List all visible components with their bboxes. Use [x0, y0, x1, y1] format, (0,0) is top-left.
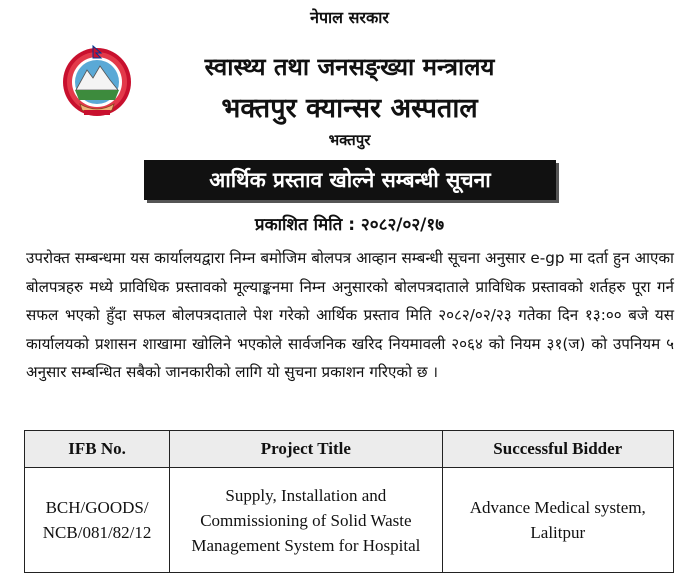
header-ifb-no: IFB No.: [25, 431, 170, 468]
government-heading: नेपाल सरकार: [310, 8, 389, 27]
published-date: प्रकाशित मिति : २०८२/०२/१७: [254, 215, 445, 235]
bidder-line: Advance Medical system,: [469, 498, 646, 517]
ifb-line: BCH/GOODS/: [45, 498, 149, 517]
notice-title: आर्थिक प्रस्ताव खोल्ने सम्बन्धी सूचना: [144, 160, 556, 200]
header-project-title: Project Title: [170, 431, 442, 468]
header-successful-bidder: Successful Bidder: [442, 431, 673, 468]
title-line: Supply, Installation and: [225, 485, 387, 505]
city-heading: भक्तपुर: [328, 131, 371, 149]
title-line: Management System for Hospital: [191, 535, 421, 555]
cell-project-title: [170, 468, 442, 573]
bid-table: [24, 430, 674, 573]
cell-ifb-no: [25, 468, 170, 573]
cell-successful-bidder: [442, 468, 673, 573]
title-line: Commissioning of Solid Waste: [200, 510, 412, 530]
table-row: [25, 468, 674, 573]
bidder-line: Lalitpur: [530, 523, 586, 542]
notice-body: उपरोक्त सम्बन्धमा यस कार्यालयद्वारा निम्न बमोजिम बोलपत्र आव्हान सम्बन्धी सूचना अनुसार e-gp मा दर्ता हुन आएका बोलपत्रहरु मध्ये प्राविधिक प्रस्तावको मूल्याङ्कनमा निम्न अनुसारको बोलपत्रदाताले प्राविधिक प्रस्तावको शर्तहरु पूरा गर्न सफल भएको हुँदा सफल बोलपत्रदाताले पेश गरेको आर्थिक प्रस्ताव मिति २०८२/०२/२३ गतेका दिन १३:०० बजे यस कार्यालयको प्रशासन शाखामा खोलिने भएकोले सार्वजनिक खरिद नियमावली २०६४ को नियम ३१(ज) को उपनियम ५ अनुसार सम्बन्धित सबैको जानकारीको लागि यो सुचना प्रकाशन गरिएको छ ।: [26, 249, 674, 382]
table-header-row: [25, 431, 674, 468]
hospital-heading: भक्तपुर क्यान्सर अस्पताल: [221, 93, 478, 124]
ministry-heading: स्वास्थ्य तथा जनसङ्ख्या मन्त्रालय: [204, 53, 495, 81]
ifb-line: NCB/081/82/12: [42, 523, 152, 542]
